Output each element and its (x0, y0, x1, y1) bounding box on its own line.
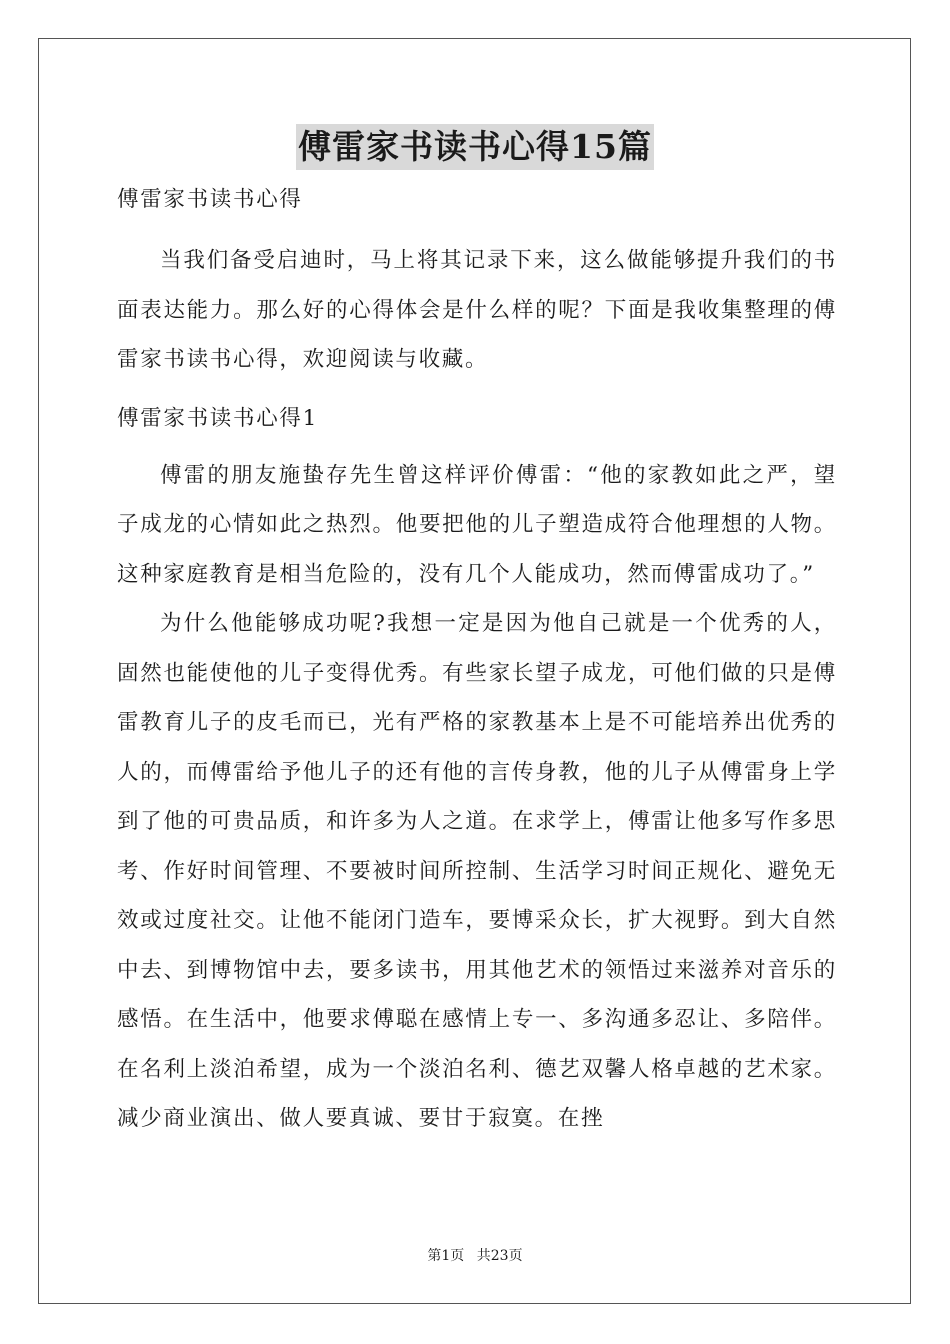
body-paragraph-1: 傅雷的朋友施蛰存先生曾这样评价傅雷：“他的家教如此之严，望子成龙的心情如此之热烈。他要把他的儿子塑造成符合他理想的人物。这种家庭教育是相当危险的，没有几个人能成功，然而傅雷成功了。” (117, 462, 837, 587)
total-pages: 共23页 (476, 1248, 523, 1264)
intro-paragraph: 当我们备受启迪时，马上将其记录下来，这么做能够提升我们的书面表达能力。那么好的心得体会是什么样的呢？下面是我收集整理的傅雷家书读书心得，欢迎阅读与收藏。 (117, 248, 837, 372)
page-footer (0, 1245, 950, 1265)
body-paragraph-2: 为什么他能够成功呢?我想一定是因为他自己就是一个优秀的人，固然也能使他的儿子变得优秀。有些家长望子成龙，可他们做的只是傅雷教育儿子的皮毛而已，光有严格的家教基本上是不可能培养出优秀的人的，而傅雷给予他儿子的还有他的言传身教，他的儿子从傅雷身上学到了他的可贵品质，和许多为人之道。在求学上，傅雷让他多写作多思考、作好时间管理、不要被时间所控制、生活学习时间正规化、避免无效或过度社交。让他不能闭门造车，要博采众长，扩大视野。到大自然中去、到博物馆中去，要多读书，用其他艺术的领悟过来滋养对音乐的感悟。在生活中，他要求傅聪在感情上专一、多沟通多忍让、多陪伴。在名利上淡泊希望，成为一个淡泊名利、德艺双馨人格卓越的艺术家。减少商业演出、做人要真诚、要甘于寂寞。在挫 (117, 611, 837, 1131)
document-body (117, 178, 837, 1144)
section-heading: 傅雷家书读书心得1 (117, 405, 318, 431)
page-number: 第1页 (427, 1248, 465, 1264)
intro-heading: 傅雷家书读书心得 (117, 187, 303, 212)
title-container (0, 124, 950, 170)
document-title: 傅雷家书读书心得15篇 (296, 124, 654, 170)
